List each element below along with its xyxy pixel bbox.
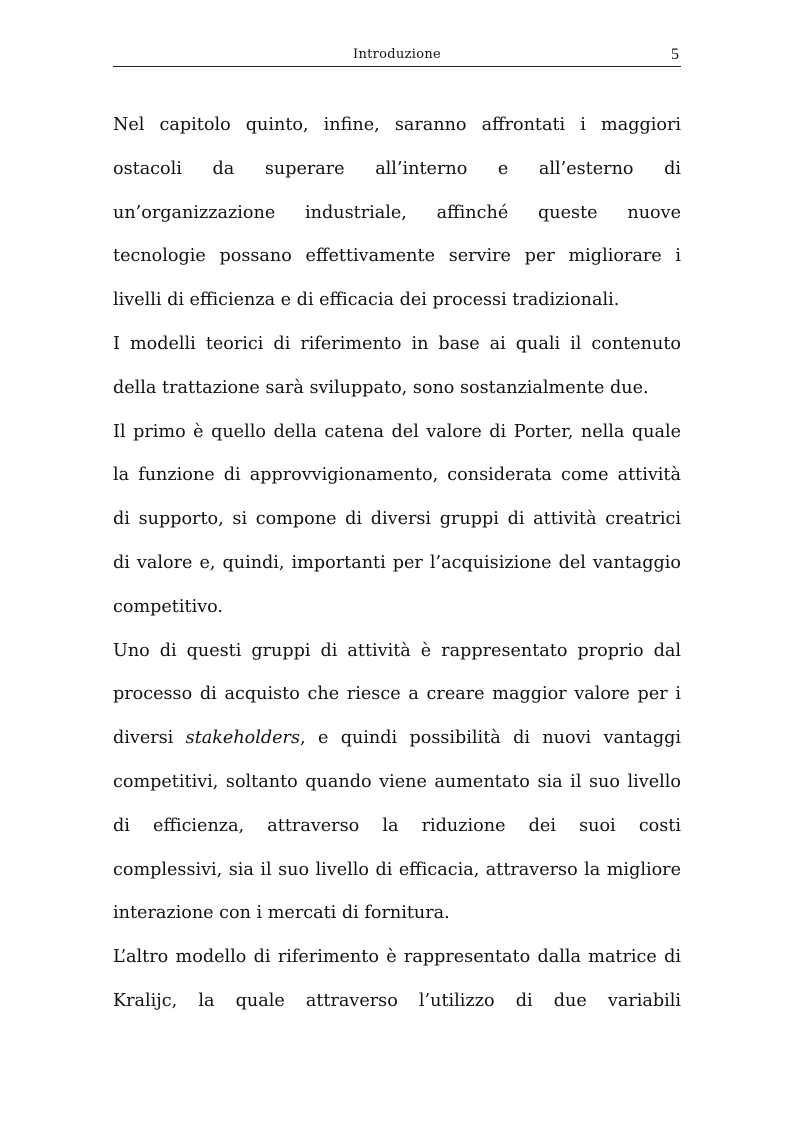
- page-number: 5: [671, 46, 679, 63]
- text-line: la funzione di approvvigionamento, considerata come attività: [113, 465, 681, 486]
- text-line: Il primo è quello della catena del valore di Porter, nella quale: [113, 421, 681, 442]
- italic-term: stakeholders: [185, 728, 300, 749]
- text-run: diversi: [113, 728, 186, 749]
- text-line: L’altro modello di riferimento è rappresentato dalla matrice di: [113, 947, 681, 968]
- text-line: livelli di efficienza e di efficacia dei processi tradizionali.: [113, 290, 620, 311]
- text-line: un’organizzazione industriale, affinché queste nuove: [113, 202, 681, 223]
- text-line: tecnologie possano effettivamente servire per migliorare i: [113, 246, 681, 267]
- text-line: di efficienza, attraverso la riduzione dei suoi costi: [113, 815, 681, 836]
- text-line: I modelli teorici di riferimento in base ai quali il contenuto: [113, 333, 681, 354]
- text-line-with-italic: [113, 717, 681, 761]
- text-line: di supporto, si compone di diversi gruppi di attività creatrici: [113, 509, 681, 530]
- text-run: , e quindi possibilità di nuovi vantaggi: [300, 728, 681, 749]
- text-line: competitivo.: [113, 596, 224, 617]
- text-line: ostacoli da superare all’interno e all’esterno di: [113, 158, 681, 179]
- header-title: Introduzione: [353, 47, 441, 62]
- text-line: Kralijc, la quale attraverso l’utilizzo di due variabili: [113, 990, 681, 1011]
- text-line: complessivi, sia il suo livello di efficacia, attraverso la migliore: [113, 859, 681, 880]
- body-text: [113, 104, 681, 1024]
- text-line: Uno di questi gruppi di attività è rappresentato proprio dal: [113, 640, 681, 661]
- text-line: interazione con i mercati di fornitura.: [113, 903, 450, 924]
- text-line: di valore e, quindi, importanti per l’acquisizione del vantaggio: [113, 552, 681, 573]
- text-line: della trattazione sarà sviluppato, sono sostanzialmente due.: [113, 377, 649, 398]
- text-line: Nel capitolo quinto, infine, saranno affrontati i maggiori: [113, 115, 681, 135]
- running-header: [113, 46, 681, 67]
- text-line: competitivi, soltanto quando viene aumentato sia il suo livello: [113, 771, 681, 792]
- text-line: processo di acquisto che riesce a creare maggior valore per i: [113, 684, 681, 705]
